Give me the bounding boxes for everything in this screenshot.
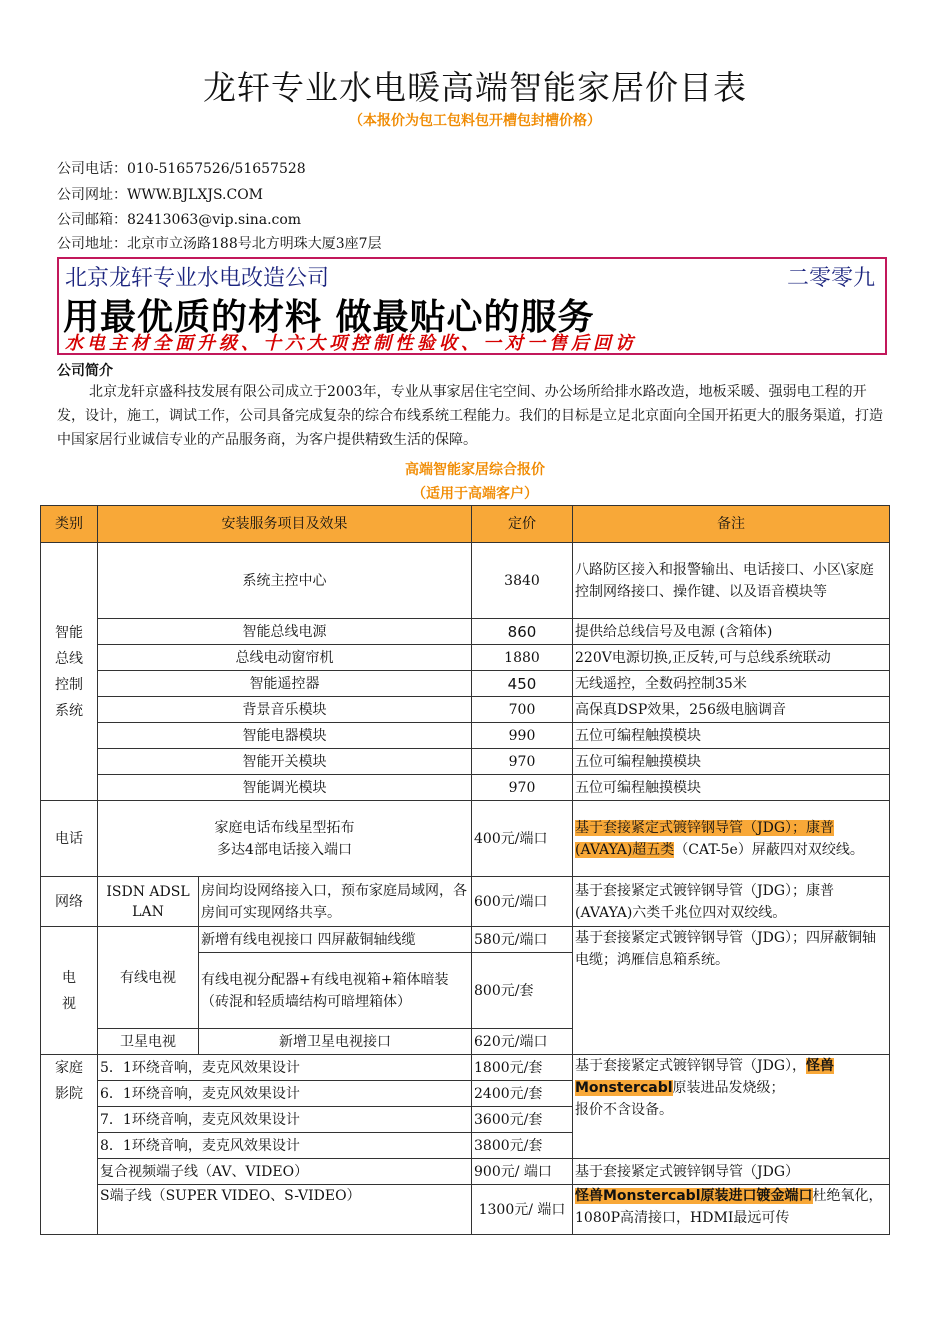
note-cell: 高保真DSP效果，256级电脑调音 xyxy=(573,697,890,723)
header-item: 安装服务项目及效果 xyxy=(98,506,472,543)
price-cell: 450 xyxy=(472,671,573,697)
note-cell: 基于套接紧定式镀锌钢导管（JDG）；四屏蔽铜轴电缆；鸿雁信息箱系统。 xyxy=(573,927,890,1055)
price-cell: 1300元/ 端口 xyxy=(472,1185,573,1235)
price-table xyxy=(40,505,890,1235)
note-cell: 220V电源切换,正反转,可与总线系统联动 xyxy=(573,645,890,671)
category-phone: 电话 xyxy=(41,801,98,877)
note-cell: 无线遥控，全数码控制35米 xyxy=(573,671,890,697)
company-web: 公司网址：WWW.BJLXJS.COM xyxy=(57,187,264,203)
tv-item-line1: 有线电视分配器+有线电视箱+箱体暗装 xyxy=(201,971,449,988)
category-tv: 电 视 xyxy=(41,927,98,1055)
price-cell: 620元/端口 xyxy=(472,1029,573,1055)
note-cell: 基于套接紧定式镀锌钢导管（JDG）；康普(AVAYA)六类千兆位四对双绞线。 xyxy=(573,877,890,927)
note-cell: 五位可编程触摸模块 xyxy=(573,749,890,775)
item-cell: 8．1环绕音响，麦克风效果设计 xyxy=(98,1133,472,1159)
price-cell: 2400元/套 xyxy=(472,1081,573,1107)
note-text: 杜绝氧化，1080P高清接口，HDMI最远可传 xyxy=(575,1188,883,1226)
table-row xyxy=(41,775,890,801)
item-cell: 房间均设网络接入口，预布家庭局域网，各房间可实现网络共享。 xyxy=(199,877,472,927)
item-cell: 总线电动窗帘机 xyxy=(98,645,472,671)
table-row xyxy=(41,749,890,775)
table-row xyxy=(41,723,890,749)
note-cell xyxy=(573,801,890,877)
note-highlight: 基于套接紧定式镀锌钢导管（JDG）；康普(AVAYA)超五类 xyxy=(575,819,835,858)
category-network: 网络 xyxy=(41,877,98,927)
table-row xyxy=(41,1055,890,1081)
table-row xyxy=(41,927,890,953)
table-row xyxy=(41,543,890,619)
table-row xyxy=(41,619,890,645)
banner-year: 二零零九 xyxy=(786,266,875,291)
intro-heading: 公司简介 xyxy=(57,363,113,379)
phone-item-line2: 多达4部电话接入端口 xyxy=(217,841,352,858)
table-row xyxy=(41,1185,890,1235)
table-row xyxy=(41,1159,890,1185)
item-cell: 5．1环绕音响，麦克风效果设计 xyxy=(98,1055,472,1081)
price-cell: 990 xyxy=(472,723,573,749)
note-text: （CAT-5e）屏蔽四对双绞线。 xyxy=(674,841,864,858)
item-cell xyxy=(199,953,472,1029)
item-cell: 6．1环绕音响，麦克风效果设计 xyxy=(98,1081,472,1107)
item-cell: 智能电器模块 xyxy=(98,723,472,749)
item-cell: 7．1环绕音响，麦克风效果设计 xyxy=(98,1107,472,1133)
item-cell: 智能总线电源 xyxy=(98,619,472,645)
price-cell: 600元/端口 xyxy=(472,877,573,927)
intro-text: 北京龙轩京盛科技发展有限公司成立于2003年，专业从事家居住宅空间、办公场所给排水路改造，地板采暖、强弱电工程的开发，设计，施工，调试工作，公司具备完成复杂的综合布线系统工程能力。我们的目标是立足北京面向全国开拓更大的服务渠道，打造中国家居行业诚信专业的产品服务商，为客户提供精致生活的保障。 xyxy=(57,384,883,448)
price-cell: 860 xyxy=(472,619,573,645)
banner-slogan: 用最优质的材料 做最贴心的服务 xyxy=(63,297,595,338)
price-cell: 3840 xyxy=(472,543,573,619)
note-highlight: 怪兽Monstercabl xyxy=(575,1058,835,1096)
price-cell: 700 xyxy=(472,697,573,723)
tv-sat-label: 卫星电视 xyxy=(98,1029,199,1055)
promo-banner xyxy=(57,257,887,355)
page-title: 龙轩专业水电暖高端智能家居价目表 xyxy=(203,68,747,107)
price-cell: 900元/ 端口 xyxy=(472,1159,573,1185)
price-cell: 1800元/套 xyxy=(472,1055,573,1081)
item-cell: 智能调光模块 xyxy=(98,775,472,801)
category-smart: 智能 总线 控制 系统 xyxy=(41,543,98,801)
banner-tagline: 水电主材全面升级、十六大项控制性验收、一对一售后回访 xyxy=(65,333,637,354)
item-cell: 背景音乐模块 xyxy=(98,697,472,723)
price-cell: 1880 xyxy=(472,645,573,671)
price-cell: 3600元/套 xyxy=(472,1107,573,1133)
company-email: 公司邮箱：82413063@vip.sina.com xyxy=(57,212,302,228)
table-row xyxy=(41,877,890,927)
item-cell: 新增有线电视接口 四屏蔽铜轴线缆 xyxy=(199,927,472,953)
section-subtitle: （适用于高端客户） xyxy=(412,486,538,502)
price-cell: 580元/端口 xyxy=(472,927,573,953)
note-text: 基于套接紧定式镀锌钢导管（JDG）， xyxy=(575,1058,807,1074)
item-cell: 复合视频端子线（AV、VIDEO） xyxy=(98,1159,472,1185)
banner-company-name: 北京龙轩专业水电改造公司 xyxy=(65,266,330,291)
table-row xyxy=(41,671,890,697)
note-cell xyxy=(573,1185,890,1235)
note-text: 原装进品发烧级； xyxy=(672,1080,785,1096)
note-text: 报价不含设备。 xyxy=(575,1102,673,1118)
tv-cable-label: 有线电视 xyxy=(98,927,199,1029)
price-cell: 800元/套 xyxy=(472,953,573,1029)
note-cell: 五位可编程触摸模块 xyxy=(573,723,890,749)
note-cell: 提供给总线信号及电源 (含箱体) xyxy=(573,619,890,645)
price-cell: 3800元/套 xyxy=(472,1133,573,1159)
price-cell: 970 xyxy=(472,749,573,775)
table-row xyxy=(41,697,890,723)
note-cell: 基于套接紧定式镀锌钢导管（JDG） xyxy=(573,1159,890,1185)
section-title: 高端智能家居综合报价 xyxy=(405,462,545,478)
note-cell xyxy=(573,1055,890,1159)
item-cell: 智能遥控器 xyxy=(98,671,472,697)
company-address: 公司地址：北京市立汤路188号北方明珠大厦3座7层 xyxy=(57,236,382,252)
price-cell: 970 xyxy=(472,775,573,801)
note-cell: 八路防区接入和报警输出、电话接口、小区\家庭控制网络接口、操作键、以及语音模块等 xyxy=(573,543,890,619)
price-cell: 400元/端口 xyxy=(472,801,573,877)
table-row xyxy=(41,801,890,877)
tv-item-line2: （砖混和轻质墙结构可暗埋箱体） xyxy=(201,993,411,1010)
item-cell: 系统主控中心 xyxy=(98,543,472,619)
note-highlight: 怪兽Monstercabl原装进口镀金端口 xyxy=(575,1188,813,1204)
page-subtitle: （本报价为包工包料包开槽包封槽价格） xyxy=(349,113,601,129)
header-price: 定价 xyxy=(472,506,573,543)
category-theater: 家庭 影院 xyxy=(41,1055,98,1235)
item-cell: S端子线（SUPER VIDEO、S-VIDEO） xyxy=(98,1185,472,1235)
network-type: ISDN ADSL LAN xyxy=(98,877,199,927)
phone-item-line1: 家庭电话布线星型拓布 xyxy=(214,819,355,836)
item-cell: 新增卫星电视接口 xyxy=(199,1029,472,1055)
note-cell: 五位可编程触摸模块 xyxy=(573,775,890,801)
header-category: 类别 xyxy=(41,506,98,543)
company-phone: 公司电话：010-51657526/51657528 xyxy=(57,161,306,177)
table-header-row xyxy=(41,506,890,543)
item-cell: 智能开关模块 xyxy=(98,749,472,775)
table-row xyxy=(41,645,890,671)
item-cell xyxy=(98,801,472,877)
header-note: 备注 xyxy=(573,506,890,543)
